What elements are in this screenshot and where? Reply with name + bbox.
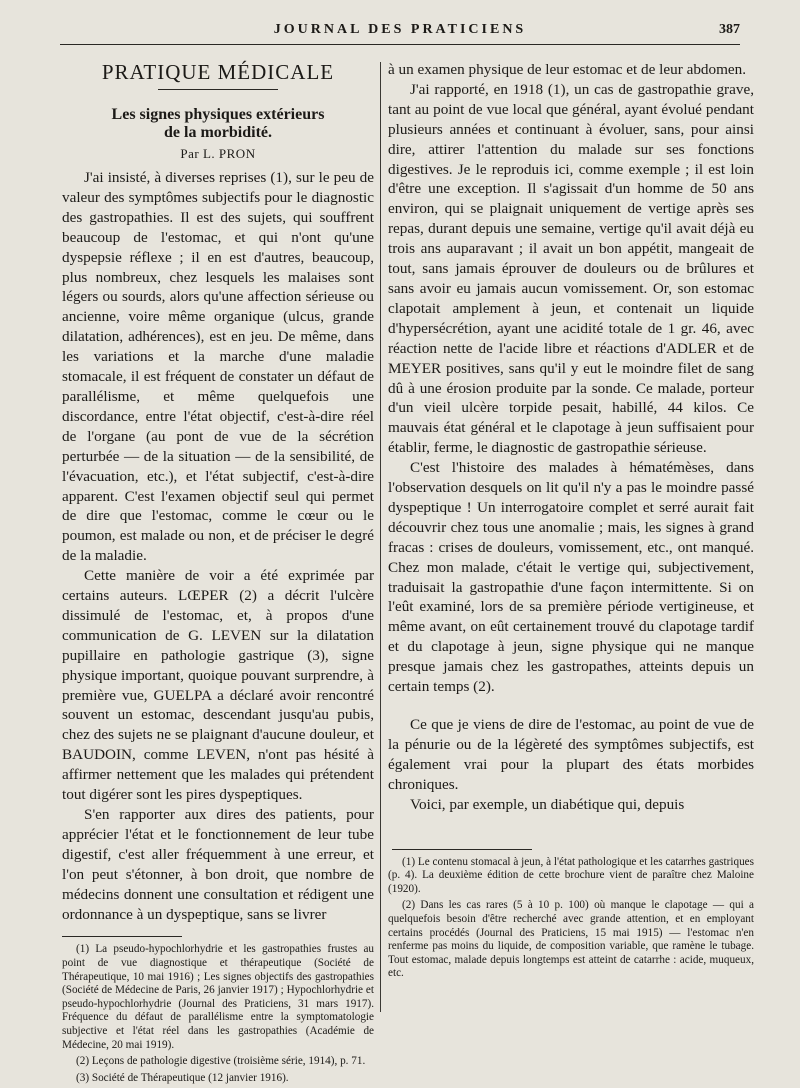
body-paragraph: Ce que je viens de dire de l'estomac, au point de vue de la pénurie ou de la légèreté des symptômes subjectifs, est également vrai pour la plupart des états morbides chroniques.	[388, 716, 754, 793]
section-title-rule	[158, 89, 278, 90]
body-paragraph: C'est l'histoire des malades à hématémèses, dans l'observation desquels on lit qu'il n'y a pas le moindre passé dyspeptique ! Un interrogatoire complet et serré aurait fait découvrir chez tous une anomalie ; mais, les signes à grand fracas : crises de douleurs, vomissement, etc., ont manqué. Chez mon malade, c'était le vertige qui, subjectivement, traduisait la gastropathie d'une façon intermittente. Si on l'eût examiné, lors de sa première période vertigineuse, et même avant, on eût certainement trouvé du clapotage tardif et du clapotage à jeun, signe physique qui ne manque presque jamais chez les gastropathes, atteints depuis un certain temps (2).	[388, 459, 754, 696]
body-paragraph: Cette manière de voir a été exprimée par certains auteurs. LŒPER (2) a décrit l'ulcère dissimulé de l'estomac, et, à propos d'une communication de G. LEVEN sur la dilatation pupillaire en pathologie gastrique (3), signe physique important, quoique pouvant surprendre, à première vue, GUELPA a déclaré avoir rencontré souvent un estomac, descendant jusqu'au pubis, chez des sujets ne se plaignant d'aucune douleur, et BAUDOIN, comme LEVEN, n'ont pas hésité à affirmer nettement que les malades qui prétendent tout digérer sont les pires dyspeptiques.	[62, 567, 374, 804]
body-paragraph: S'en rapporter aux dires des patients, pour apprécier l'état et le fonctionnement de leur tube digestif, c'est aller fréquemment à une erreur, et l'on peut s'étonner, à bon droit, que nombre de médecins donnent une consultation et rédigent une ordonnance à un dyspeptique, sans se livrer	[62, 806, 374, 923]
left-column	[62, 60, 374, 1088]
running-title: JOURNAL DES PRATICIENS	[273, 22, 527, 37]
column-divider	[380, 62, 381, 1012]
page-number: 387	[719, 22, 740, 37]
article-byline: Par L. PRON	[180, 146, 256, 161]
body-paragraph: à un examen physique de leur estomac et de leur abdomen.	[388, 61, 747, 78]
footnote-rule	[62, 936, 182, 937]
footnote: (2) Dans les cas rares (5 à 10 p. 100) où manque le clapotage — qui a quelquefois besoin d'être recherché avec grande attention, et en employant certains procédés (Journal des Praticiens, 15 mai 1915) — l'estomac n'en renferme pas moins du liquide, de composition variable, que ramène le tubage. Tout estomac, malade depuis longtemps est atteint de catarrhe : acide, muqueux, etc.	[388, 899, 754, 980]
running-head	[60, 20, 740, 45]
footnote: (3) Société de Thérapeutique (12 janvier 1916).	[76, 1071, 289, 1084]
article-title-line-1: Les signes physiques extérieurs	[111, 106, 325, 123]
footnote: (2) Leçons de pathologie digestive (troisième série, 1914), p. 71.	[76, 1055, 366, 1068]
article-title	[62, 106, 374, 142]
body-paragraph: J'ai rapporté, en 1918 (1), un cas de gastropathie grave, tant au point de vue local que général, ayant évolué pendant plusieurs années et continuant à évoluer, sans, pour ainsi dire, attirer l'attention du malade sur ses fonctions digestives. Je le reproduis ici, comme exemple ; il est loin d'être une exception. Il s'agissait d'un homme de 50 ans environ, qui se plaignait uniquement de vertige après ses repas, durant depuis une semaine, vertige qu'il avait déjà eu trois ans auparavant ; il avait un bon appétit, mangeait de tout, sans jamais éprouver de douleurs ou de brûlures et sans avoir eu jamais aucun vomissement. Or, son estomac clapotait amplement à jeun, et contenait un liquide d'hypersécrétion, ayant une acidité totale de 1 gr. 46, avec réaction nette de l'acide libre et réactions d'ADLER et de MEYER positives, sans qu'il y eut le moindre filet de sang dû à une érosion produite par la sonde. Ce malade, porteur d'un vieil ulcère torpide pesait, habillé, 44 kilos. Ce mauvais état général et le clapotage à jeun suffisaient pour établir, ferme, le diagnostic de gastropathie sérieuse.	[388, 80, 754, 457]
article-title-line-2: de la morbidité.	[164, 124, 272, 141]
right-column	[388, 60, 754, 984]
section-gap	[388, 697, 754, 715]
body-paragraph: J'ai insisté, à diverses reprises (1), sur le peu de valeur des symptômes subjectifs pour le diagnostic des gastropathies. Il est des sujets, qui souffrent beaucoup de l'estomac, et qui n'ont qu'une dyspepsie réflexe ; il en est d'autres, beaucoup, plus nombreux, chez lesquels les malaises sont légers ou sourds, alors qu'une affection sérieuse ou ancienne, voire même organique (ulcus, grande dilatation, adhérences), est en jeu. De même, dans les variations et la marche d'une maladie stomacale, il est fréquent de constater un défaut de parallélisme, et même quelquefois une discordance, entre l'état objectif, c'est-à-dire réel de l'organe (au pont de vue de la sécrétion perturbée — de la situation — de la sensibilité, de l'évacuation, etc.), et l'état subjectif, c'est-à-dire apparent. C'est l'examen objectif seul qui permet de dire que l'estomac, comme le cœur ou le poumon, est malade ou non, et de préciser le degré de la maladie.	[62, 169, 374, 565]
footnote: (1) Le contenu stomacal à jeun, à l'état pathologique et les catarrhes gastriques (p. 4). La deuxième édition de cette brochure vient de paraître chez Maloine (1920).	[388, 855, 754, 895]
body-paragraph: Voici, par exemple, un diabétique qui, depuis	[410, 795, 685, 813]
section-title: PRATIQUE MÉDICALE	[101, 60, 335, 84]
footnote-rule	[392, 849, 532, 850]
footnote: (1) La pseudo-hypochlorhydrie et les gastropathies frustes au point de vue diagnostique et thérapeutique (Société de Thérapeutique, 10 mai 1916) ; Les signes objectifs des gastropathies (Société de Médecine de Paris, 26 janvier 1917) ; Hypochlorhydrie et pseudo-hypochlorhydrie (Journal des Praticiens, 31 mars 1917). Fréquence du défaut de parallélisme entre la symptomatologie subjective et l'état réel dans les gastropathies (Académie de Médecine, 20 mai 1919).	[62, 943, 374, 1051]
